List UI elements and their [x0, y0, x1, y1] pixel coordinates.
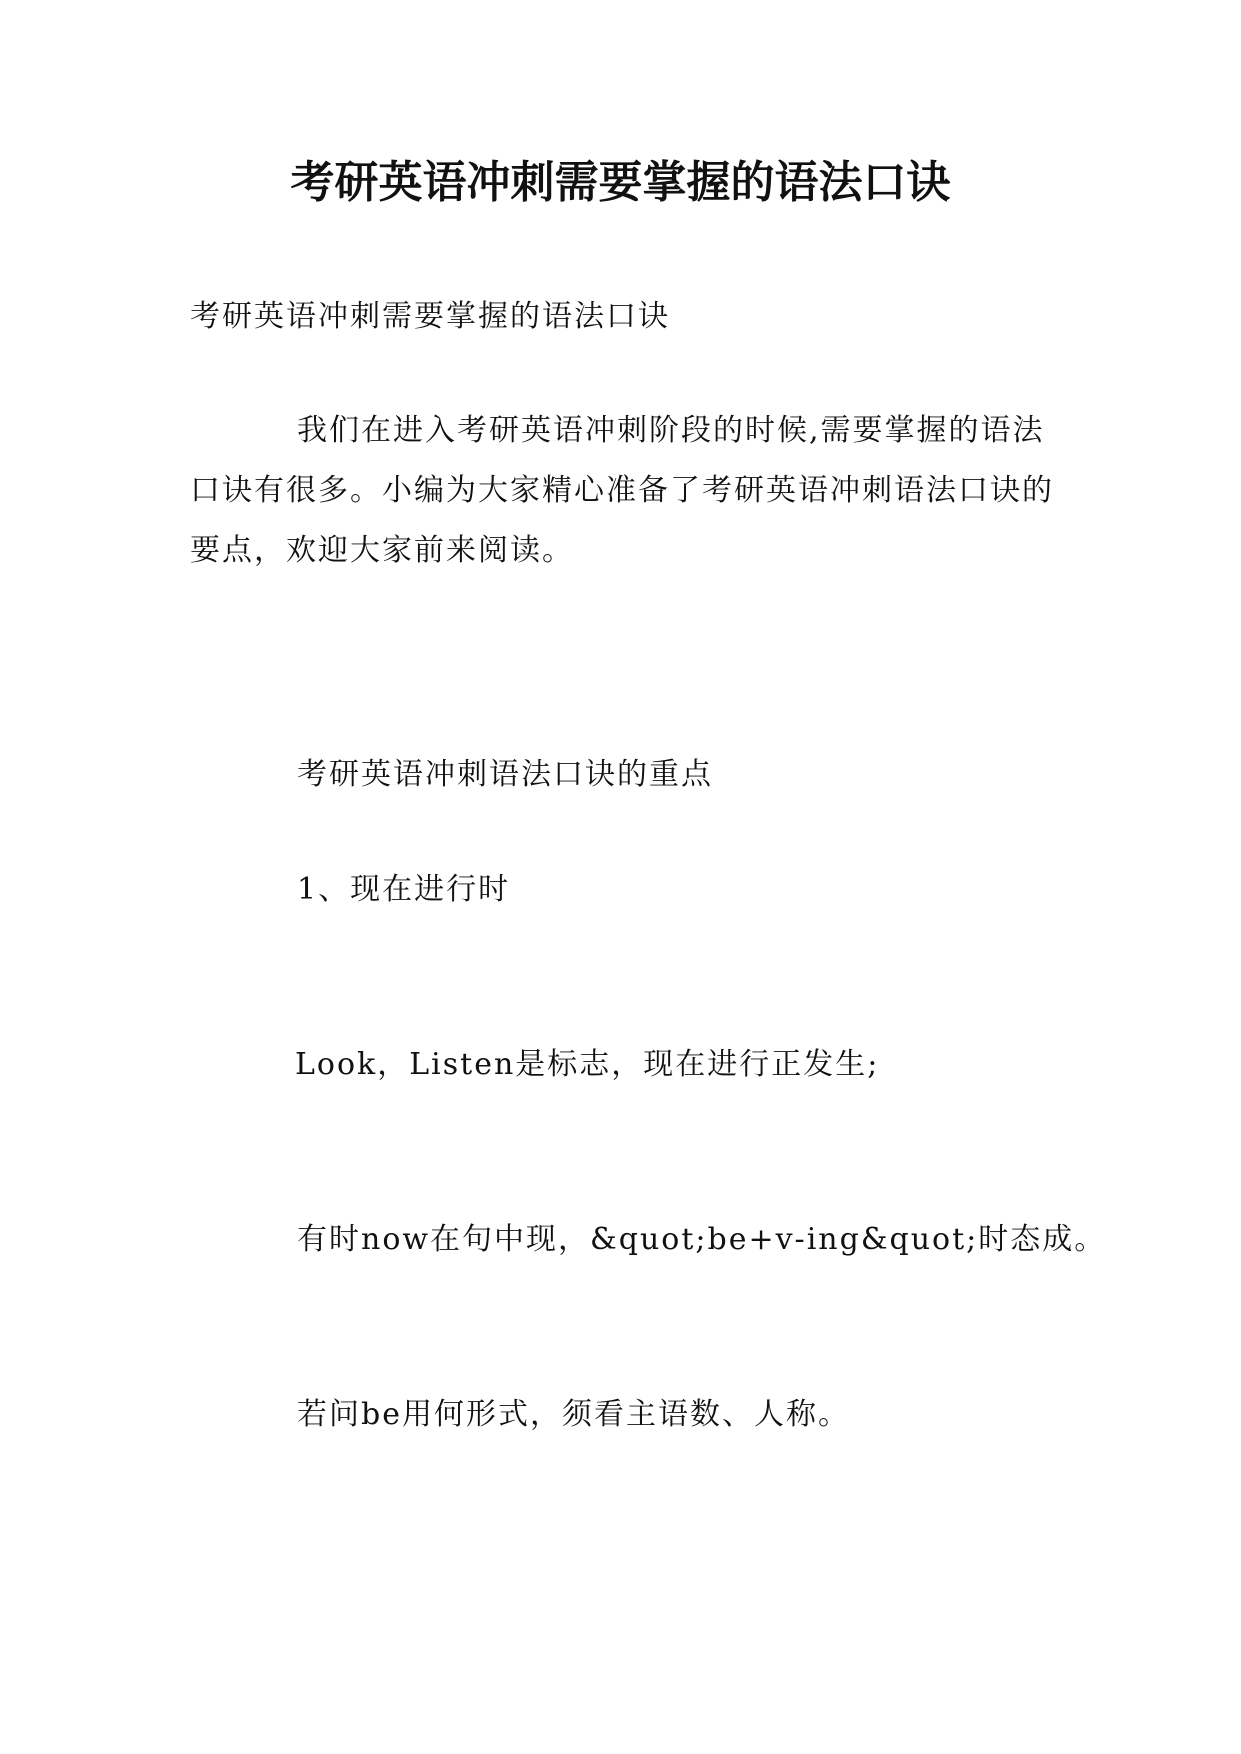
verse-line-3: 若问be用何形式，须看主语数、人称。 [297, 1397, 850, 1432]
intro-text: 我们在进入考研英语冲刺阶段的时候,需要掌握的语法口诀有很多。小编为大家精心准备了考研英语冲刺语法口诀的要点，欢迎大家前来阅读。 [190, 413, 1054, 568]
document-title: 考研英语冲刺需要掌握的语法口诀 [290, 157, 951, 208]
document-subtitle: 考研英语冲刺需要掌握的语法口诀 [190, 299, 670, 334]
section-heading: 考研英语冲刺语法口诀的重点 [297, 757, 713, 792]
intro-paragraph [190, 401, 1070, 581]
verse-line-1: Look，Listen是标志，现在进行正发生; [295, 1047, 880, 1082]
verse-line-2: 有时now在句中现，&quot;be+v-ing&quot;时态成。 [297, 1222, 1107, 1257]
item-heading: 1、现在进行时 [297, 872, 511, 907]
